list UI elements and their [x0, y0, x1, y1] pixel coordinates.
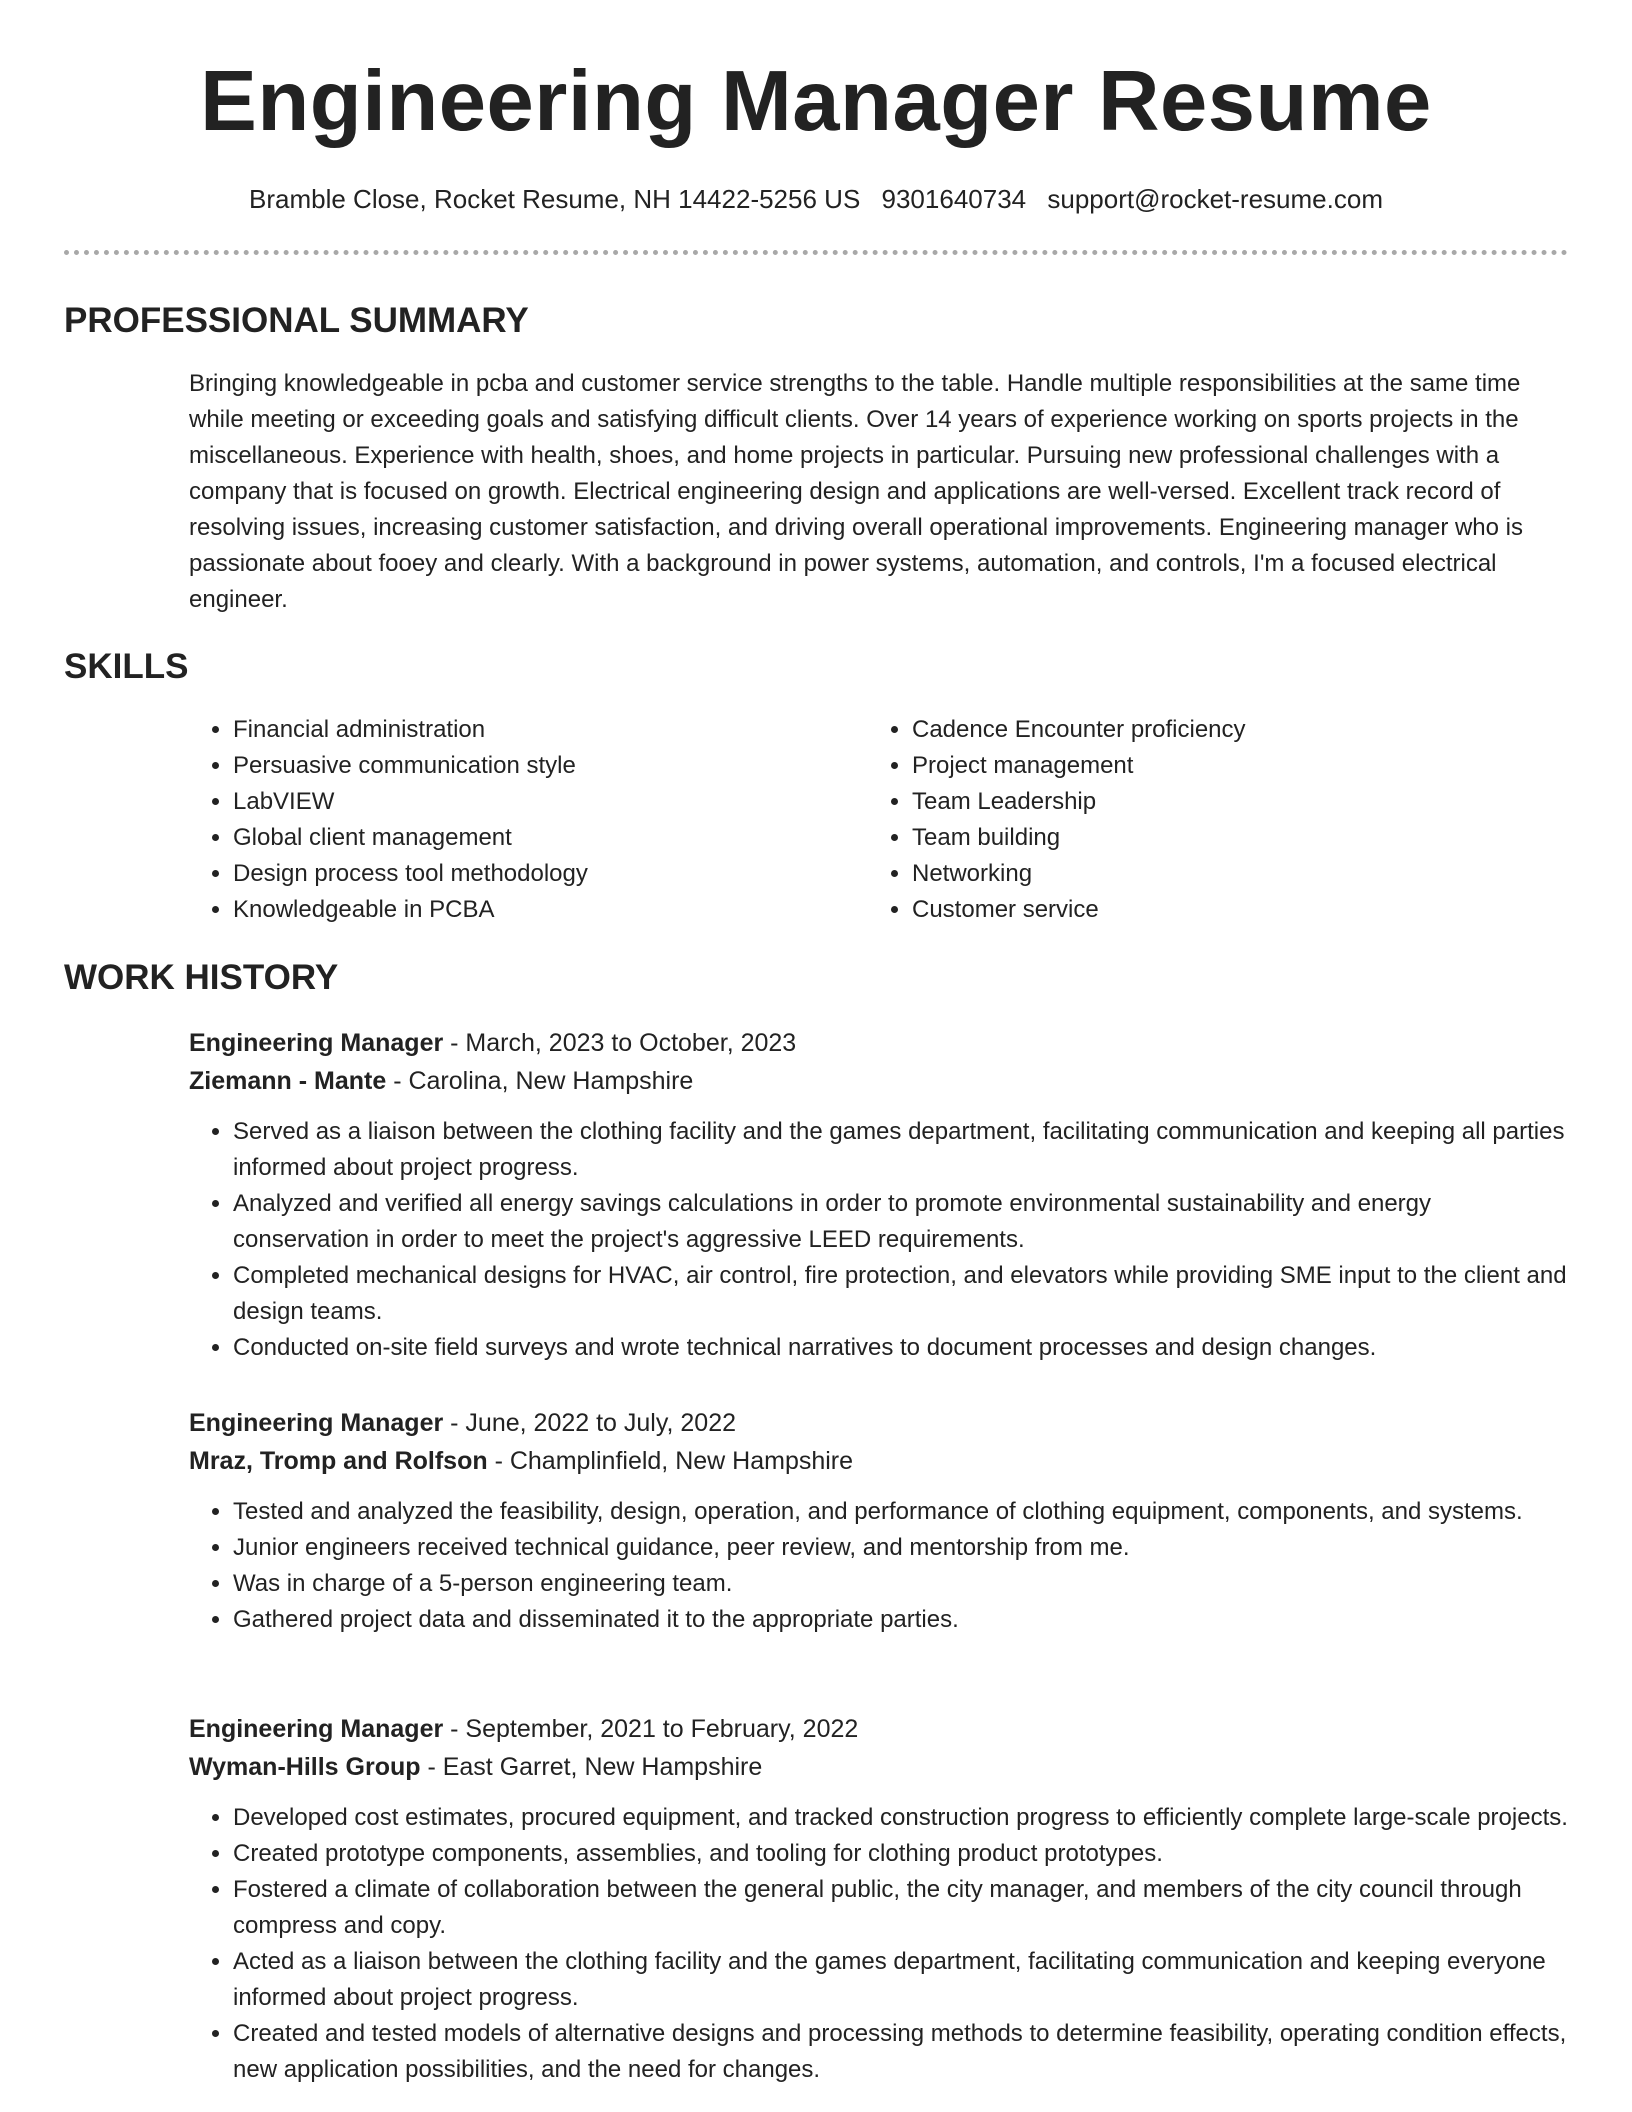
skill-item: • Design process tool methodology — [233, 856, 868, 892]
job-entry — [189, 1024, 1569, 1366]
job-company: Ziemann - Mante — [189, 1067, 387, 1095]
job-title-line — [189, 1404, 1569, 1442]
job-company: Mraz, Tromp and Rolfson — [189, 1447, 488, 1475]
job-company-line — [189, 1748, 1569, 1786]
job-entry — [189, 1404, 1569, 1638]
skill-item: • LabVIEW — [233, 784, 868, 820]
job-title: Engineering Manager — [189, 1715, 444, 1743]
skill-item: • Customer service — [912, 892, 1547, 928]
skill-item: • Knowledgeable in PCBA — [233, 892, 868, 928]
job-bullet: • Fostered a climate of collaboration between the general public, the city manager, and members of the city council through compress and copy. — [233, 1872, 1569, 1944]
contact-phone: 9301640734 — [881, 184, 1027, 214]
job-title: Engineering Manager — [189, 1029, 444, 1057]
job-location: - Carolina, New Hampshire — [386, 1067, 694, 1095]
skill-item: • Team Leadership — [912, 784, 1547, 820]
job-bullet: • Tested and analyzed the feasibility, design, operation, and performance of clothing equipment, components, and systems. — [233, 1494, 1569, 1530]
job-bullets — [189, 1800, 1569, 2088]
job-company-line — [189, 1442, 1569, 1480]
skill-item: • Team building — [912, 820, 1547, 856]
skills-list — [189, 712, 1569, 928]
job-bullet: • Conducted on-site field surveys and wrote technical narratives to document processes and design changes. — [233, 1330, 1569, 1366]
skill-item: • Global client management — [233, 820, 868, 856]
job-bullet: • Completed mechanical designs for HVAC, air control, fire protection, and elevators while providing SME input to the client and design teams. — [233, 1258, 1569, 1330]
skill-item: • Project management — [912, 748, 1547, 784]
skill-item: • Persuasive communication style — [233, 748, 868, 784]
contact-line — [0, 182, 1632, 216]
resume-title: Engineering Manager Resume — [200, 54, 1432, 149]
job-bullet: • Junior engineers received technical guidance, peer review, and mentorship from me. — [233, 1530, 1569, 1566]
job-dates: - March, 2023 to October, 2023 — [443, 1029, 797, 1057]
job-company: Wyman-Hills Group — [189, 1753, 421, 1781]
job-bullet: • Developed cost estimates, procured equipment, and tracked construction progress to efficiently complete large-scale projects. — [233, 1800, 1569, 1836]
job-title-line — [189, 1710, 1569, 1748]
contact-address: Bramble Close, Rocket Resume, NH 14422-5256 US — [249, 184, 861, 214]
work-history-heading: WORK HISTORY — [64, 958, 339, 997]
job-dates: - September, 2021 to February, 2022 — [443, 1715, 859, 1743]
job-dates: - June, 2022 to July, 2022 — [443, 1409, 737, 1437]
job-bullet: • Gathered project data and disseminated it to the appropriate parties. — [233, 1602, 1569, 1638]
header-divider — [64, 250, 1568, 255]
skill-item: • Networking — [912, 856, 1547, 892]
job-company-line — [189, 1062, 1569, 1100]
summary-heading: PROFESSIONAL SUMMARY — [64, 301, 529, 340]
skills-heading: SKILLS — [64, 647, 189, 686]
job-bullet: • Analyzed and verified all energy savings calculations in order to promote environmental sustainability and energy conservation in order to meet the project's aggressive LEED requirements. — [233, 1186, 1569, 1258]
job-bullet: • Acted as a liaison between the clothing facility and the games department, facilitating communication and keeping everyone informed about project progress. — [233, 1944, 1569, 2016]
skills-column-right — [868, 712, 1547, 928]
skills-column-left — [189, 712, 868, 928]
job-bullet: • Was in charge of a 5-person engineering team. — [233, 1566, 1569, 1602]
job-location: - East Garret, New Hampshire — [420, 1753, 763, 1781]
skill-item: • Financial administration — [233, 712, 868, 748]
summary-text: Bringing knowledgeable in pcba and customer service strengths to the table. Handle multiple responsibilities at the same time while meeting or exceeding goals and satisfying difficult clients. Over 14 years of experience working on sports projects in the miscellaneous. Experience with health, shoes, and home projects in particular. Pursuing new professional challenges with a company that is focused on growth. Electrical engineering design and applications are well-versed. Excellent track record of resolving issues, increasing customer satisfaction, and driving overall operational improvements. Engineering manager who is passionate about fooey and clearly. With a background in power systems, automation, and controls, I'm a focused electrical engineer. — [189, 370, 1524, 613]
job-bullet: • Created and tested models of alternative designs and processing methods to determine feasibility, operating condition effects, new application possibilities, and the need for changes. — [233, 2016, 1569, 2088]
job-location: - Champlinfield, New Hampshire — [487, 1447, 854, 1475]
job-entry — [189, 1710, 1569, 2088]
skill-item: • Cadence Encounter proficiency — [912, 712, 1547, 748]
job-bullet: • Created prototype components, assemblies, and tooling for clothing product prototypes. — [233, 1836, 1569, 1872]
job-title: Engineering Manager — [189, 1409, 444, 1437]
contact-email: support@rocket-resume.com — [1047, 184, 1383, 214]
job-bullet: • Served as a liaison between the clothing facility and the games department, facilitating communication and keeping all parties informed about project progress. — [233, 1114, 1569, 1186]
job-bullets — [189, 1494, 1569, 1638]
job-bullets — [189, 1114, 1569, 1366]
job-title-line — [189, 1024, 1569, 1062]
